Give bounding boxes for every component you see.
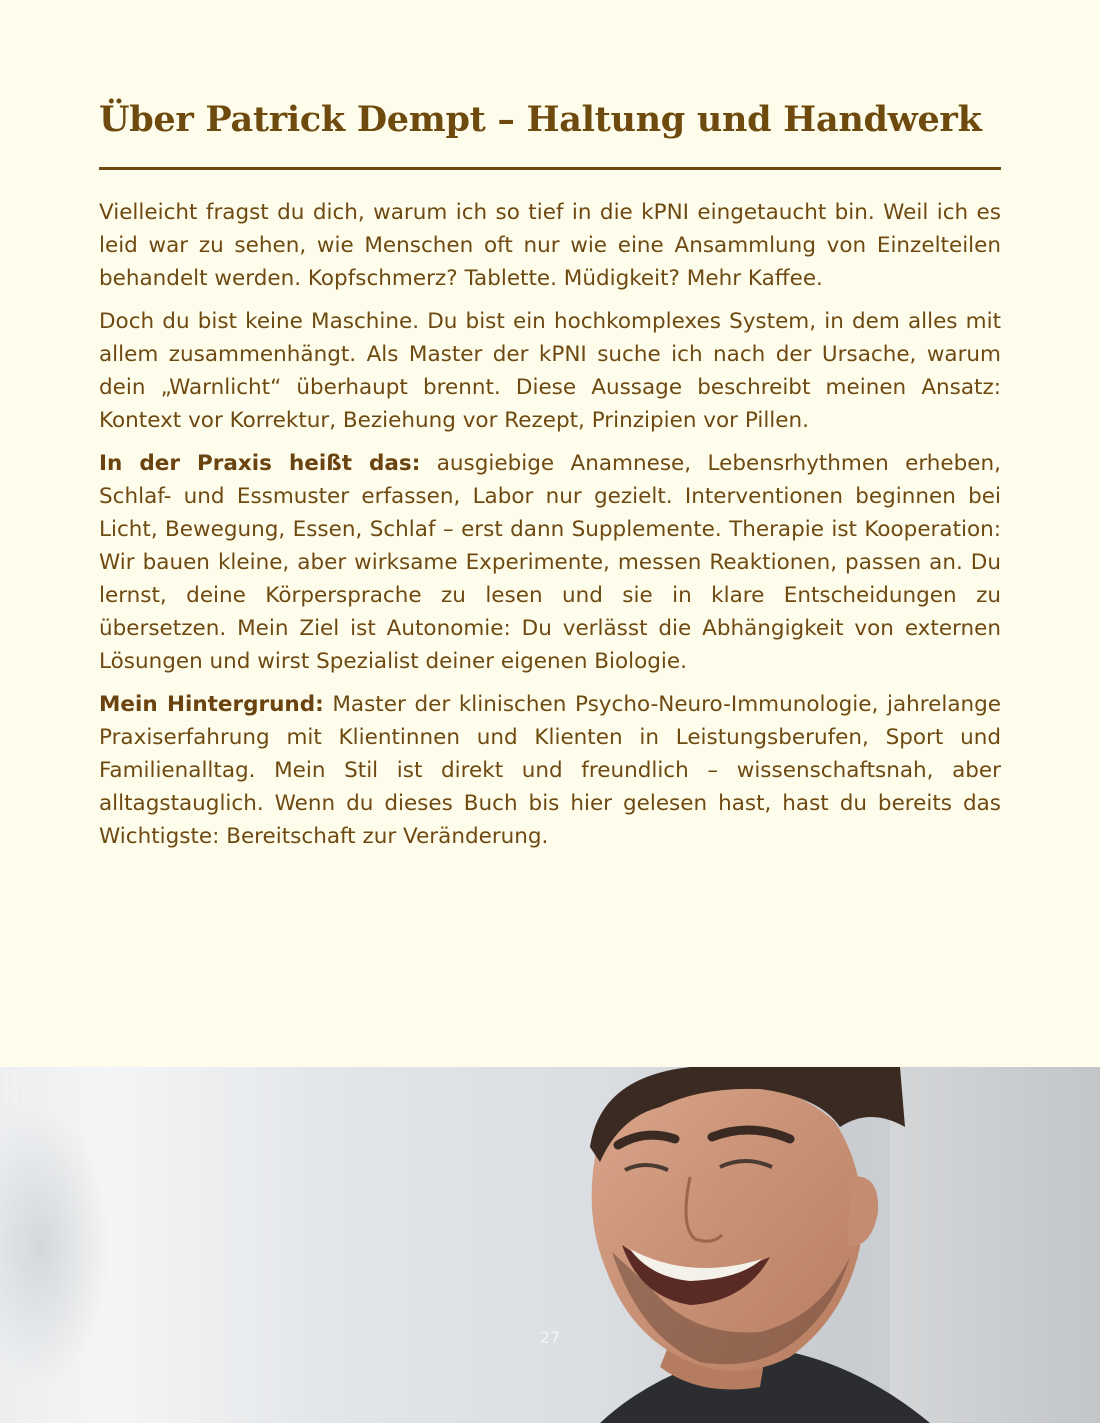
paragraph-text: Vielleicht fragst du dich, warum ich so tief in die kPNI eingetaucht bin. Weil ich es leid war zu sehen, wie Menschen oft nur wie eine Ansammlung von Einzelteilen behandelt werden. Kopfschmerz? Tablette. Müdigkeit? Mehr Kaffee. [99,200,1001,291]
body-text [99,196,1001,863]
paragraph-practice [99,447,1001,678]
page-title: Über Patrick Dempt – Haltung und Handwerk [99,99,982,140]
paragraph-text: ausgiebige Anamnese, Lebensrhythmen erheben, Schlaf- und Essmuster erfassen, Labor nur gezielt. Interventionen beginnen bei Licht, Bewegung, Essen, Schlaf – erst dann Supplemente. Therapie ist Kooperation: Wir bauen kleine, aber wirksame Experimente, messen Reaktionen, passen an. Du lernst, deine Körpersprache zu lesen und sie in klare Entscheidungen zu übersetzen. Mein Ziel ist Autonomie: Du verlässt die Abhängigkeit von externen Lösungen und wirst Spezialist deiner eigenen Biologie. [99,451,1001,674]
pd-logo-icon [0,1067,42,1109]
paragraph-lead: Mein Hintergrund: [99,692,324,717]
title-divider [99,167,1001,170]
paragraph-lead: In der Praxis heißt das: [99,451,421,476]
paragraph-background [99,688,1001,853]
page-number: 27 [539,1328,561,1347]
paragraph-approach [99,305,1001,437]
paragraph-text: Master der klinischen Psycho-Neuro-Immunologie, jahrelange Praxiserfahrung mit Klientinnen und Klienten in Leistungsberufen, Sport und Familienalltag. Mein Stil ist direkt und freundlich – wissenschaftsnah, aber alltagstauglich. Wenn du dieses Buch bis hier gelesen hast, hast du bereits das Wichtigste: Bereitschaft zur Veränderung. [99,692,1001,849]
portrait-photo [0,1067,1100,1423]
paragraph-text: Doch du bist keine Maschine. Du bist ein hochkomplexes System, in dem alles mit allem zusammenhängt. Als Master der kPNI suche ich nach der Ursache, warum dein „Warnlicht“ überhaupt brennt. Diese Aussage beschreibt meinen Ansatz: Kontext vor Korrektur, Beziehung vor Rezept, Prinzipien vor Pillen. [99,309,1001,433]
paragraph-intro [99,196,1001,295]
portrait-illustration [0,1067,1100,1423]
